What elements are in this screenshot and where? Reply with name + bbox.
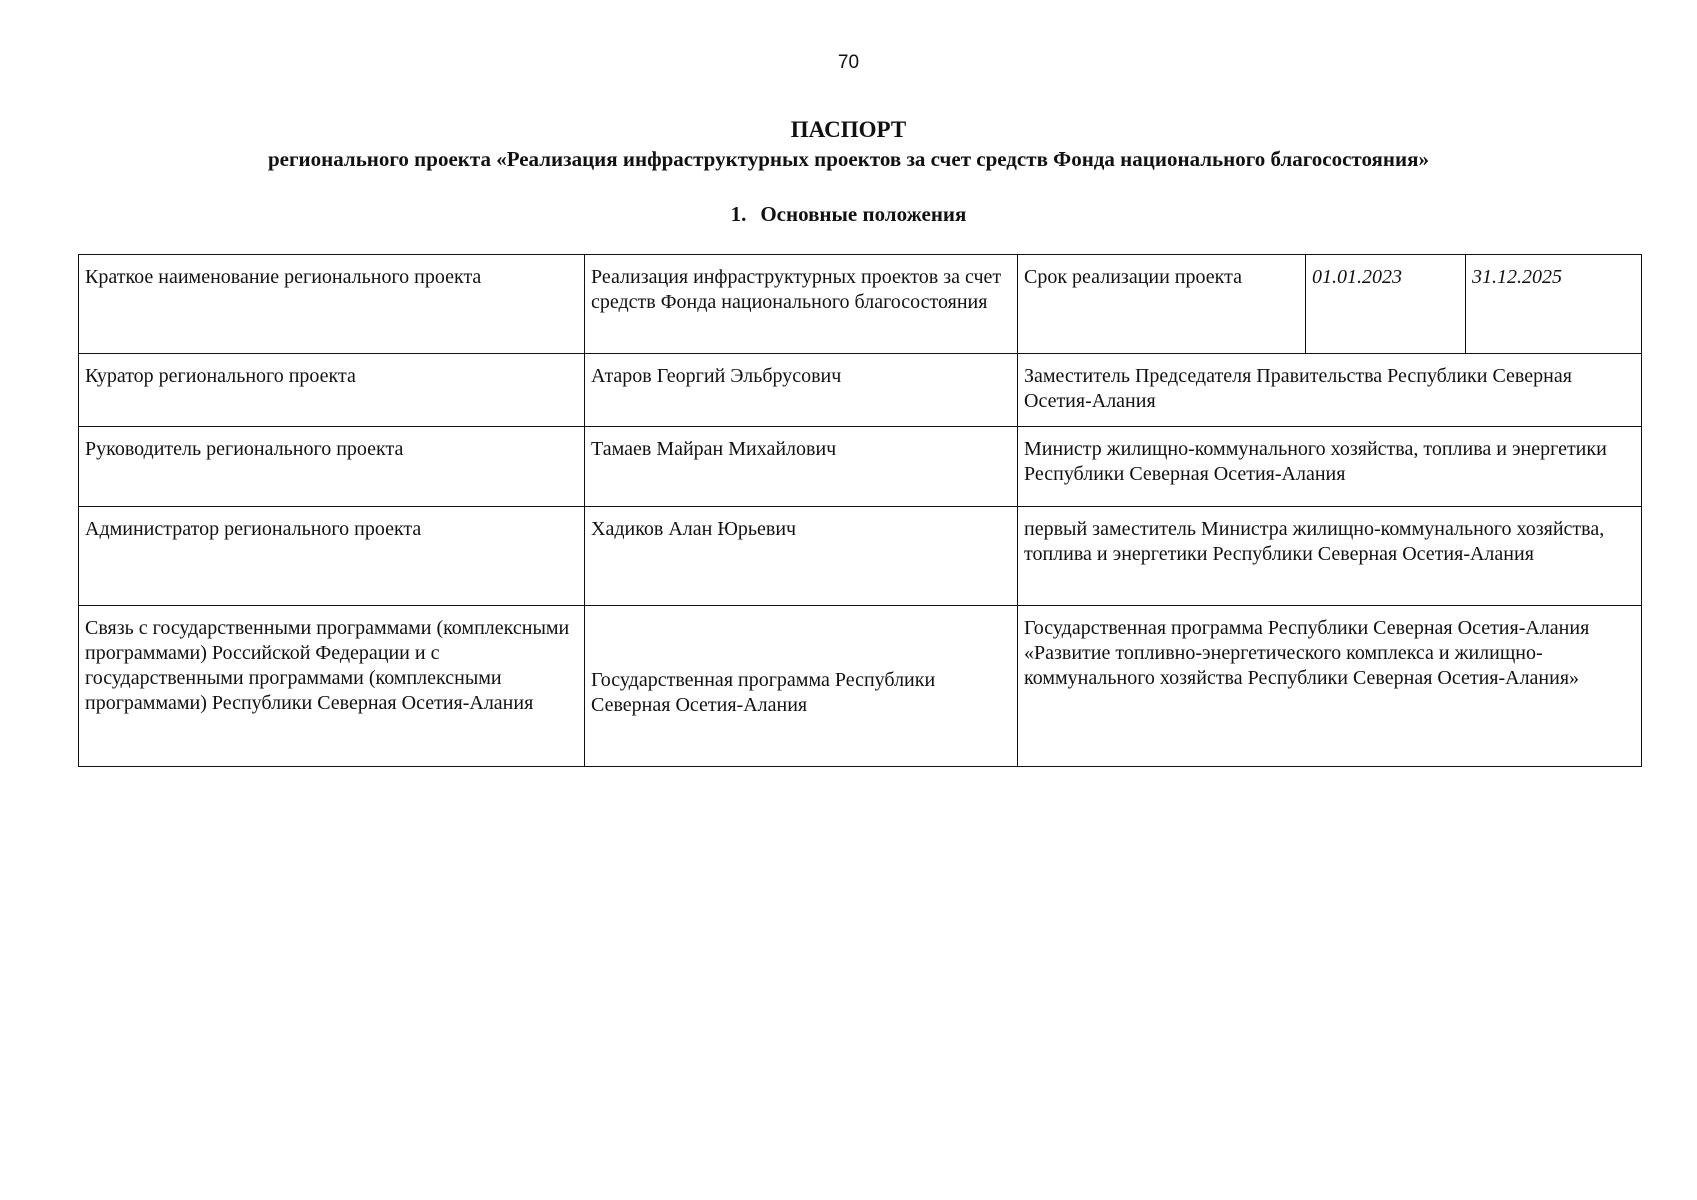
row-label: Краткое наименование регионального проекта — [79, 255, 585, 354]
row-value: Хадиков Алан Юрьевич — [585, 507, 1018, 606]
row-position: Заместитель Председателя Правительства Республики Северная Осетия-Алания — [1018, 354, 1642, 427]
row-position: первый заместитель Министра жилищно-коммунального хозяйства, топлива и энергетики Республики Северная Осетия-Алания — [1018, 507, 1642, 606]
table-row — [79, 255, 1642, 354]
row-position: Государственная программа Республики Северная Осетия-Алания «Развитие топливно-энергетического комплекса и жилищно-коммунального хозяйства Республики Северная Осетия-Алания» — [1018, 606, 1642, 767]
passport-table — [78, 254, 1642, 767]
row-label: Администратор регионального проекта — [79, 507, 585, 606]
table-row — [79, 507, 1642, 606]
row-label: Связь с государственными программами (комплексными программами) Российской Федерации и с государственными программами (комплексными программами) Республики Северная Осетия-Алания — [79, 606, 585, 767]
row-value: Атаров Георгий Эльбрусович — [585, 354, 1018, 427]
section-heading — [0, 201, 1697, 227]
document-subtitle: регионального проекта «Реализация инфраструктурных проектов за счет средств Фонда национального благосостояния» — [268, 147, 1429, 171]
row-value: Тамаев Майран Михайлович — [585, 427, 1018, 507]
table-row — [79, 354, 1642, 427]
page-number: 70 — [837, 52, 860, 73]
section-number: 1. — [730, 202, 747, 226]
section-title: Основные положения — [760, 202, 967, 226]
row-value: Реализация инфраструктурных проектов за счет средств Фонда национального благосостояния — [585, 255, 1018, 354]
document-title: ПАСПОРТ — [790, 117, 907, 142]
table-row — [79, 606, 1642, 767]
start-date: 01.01.2023 — [1306, 255, 1466, 354]
row-position: Министр жилищно-коммунального хозяйства, топлива и энергетики Республики Северная Осетия-Алания — [1018, 427, 1642, 507]
row-value: Государственная программа Республики Северная Осетия-Алания — [585, 606, 1018, 767]
row-label: Руководитель регионального проекта — [79, 427, 585, 507]
row-label: Куратор регионального проекта — [79, 354, 585, 427]
term-label: Срок реализации проекта — [1018, 255, 1306, 354]
table-row — [79, 427, 1642, 507]
end-date: 31.12.2025 — [1466, 255, 1642, 354]
